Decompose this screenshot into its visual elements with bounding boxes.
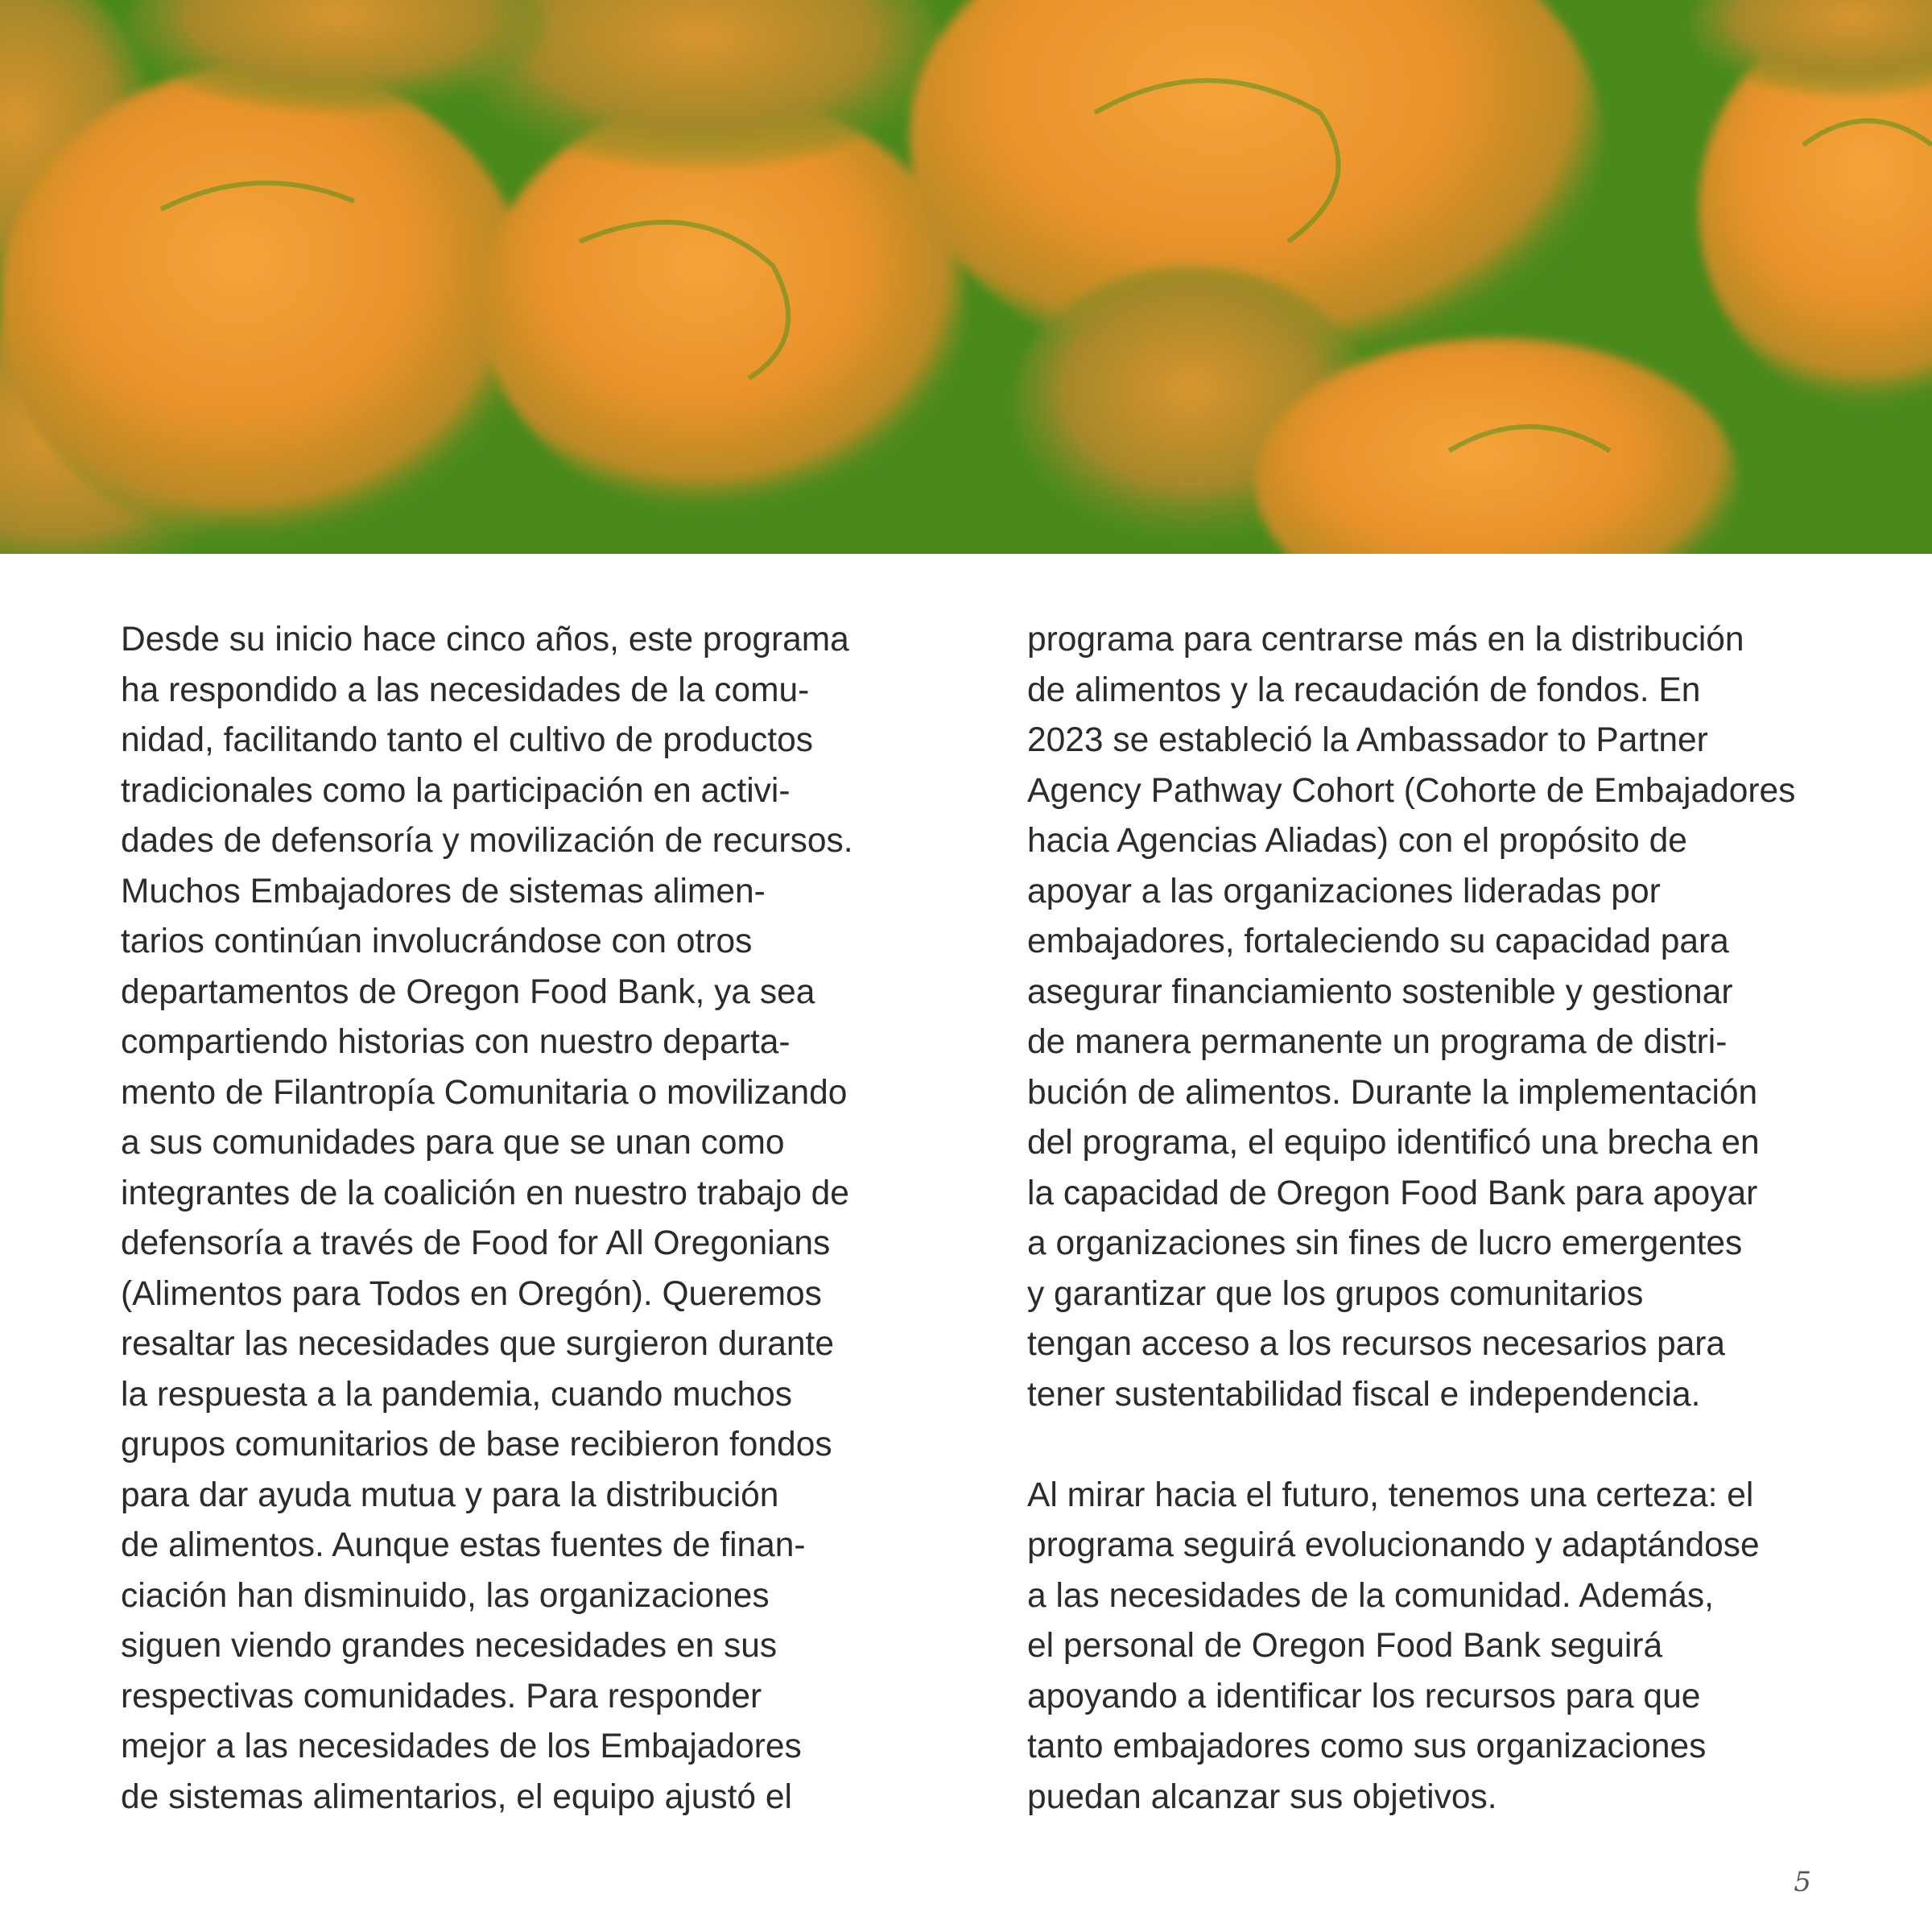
body-text-line: la capacidad de Oregon Food Bank para apoyar <box>1027 1174 1758 1212</box>
body-text-line: Agency Pathway Cohort (Cohorte de Embajadores <box>1027 771 1796 810</box>
body-text-line: Desde su inicio hace cinco años, este programa <box>121 621 849 658</box>
body-text-line: asegurar financiamiento sostenible y gestionar <box>1027 972 1733 1011</box>
body-text-line: puedan alcanzar sus objetivos. <box>1027 1777 1497 1816</box>
body-text-line: embajadores, fortaleciendo su capacidad para <box>1027 923 1729 960</box>
body-text-line: y garantizar que los grupos comunitarios <box>1027 1274 1644 1313</box>
right-text-column <box>1027 615 1832 1823</box>
hero-duotone-illustration <box>0 0 1932 554</box>
body-text-line: apoyar a las organizaciones lideradas por <box>1027 872 1661 910</box>
body-text-line: tarios continúan involucrándose con otros <box>121 923 753 960</box>
body-text-line: programa para centrarse más en la distribución <box>1027 621 1744 658</box>
paragraph-gap <box>1027 1420 1832 1471</box>
body-text-line: respectivas comunidades. Para responder <box>121 1677 762 1715</box>
body-text-line: a las necesidades de la comunidad. Además, <box>1027 1576 1714 1615</box>
body-text-line: departamentos de Oregon Food Bank, ya sea <box>121 972 815 1011</box>
body-text-line: nidad, facilitando tanto el cultivo de productos <box>121 721 814 759</box>
body-text-line: tener sustentabilidad fiscal e independencia. <box>1027 1375 1701 1414</box>
body-text-line: de alimentos. Aunque estas fuentes de finan- <box>121 1526 806 1564</box>
body-text-line: dades de defensoría y movilización de recursos. <box>121 822 853 860</box>
body-text-line: tanto embajadores como sus organizaciones <box>1027 1728 1707 1765</box>
body-text-line: hacia Agencias Aliadas) con el propósito de <box>1027 822 1687 860</box>
body-text-line: integrantes de la coalición en nuestro trabajo de <box>121 1174 849 1212</box>
body-text-line: el personal de Oregon Food Bank seguirá <box>1027 1627 1663 1665</box>
body-text-line: tradicionales como la participación en activi- <box>121 771 791 810</box>
body-text-line: a organizaciones sin fines de lucro emergentes <box>1027 1224 1743 1262</box>
left-text-column <box>121 615 926 1823</box>
body-text-line: mento de Filantropía Comunitaria o movilizando <box>121 1073 848 1112</box>
body-text-line: para dar ayuda mutua y para la distribución <box>121 1476 779 1514</box>
body-text-line: ha respondido a las necesidades de la comu- <box>121 671 810 709</box>
body-text-line: defensoría a través de Food for All Oregonians <box>121 1224 831 1262</box>
body-text-line: bución de alimentos. Durante la implementación <box>1027 1073 1758 1112</box>
body-text-line: tengan acceso a los recursos necesarios para <box>1027 1325 1726 1363</box>
hero-image-brussels-sprouts <box>0 0 1932 554</box>
body-text-line: de alimentos y la recaudación de fondos. En <box>1027 671 1701 709</box>
body-text-line: ciación han disminuido, las organizaciones <box>121 1576 770 1615</box>
body-text-line: Muchos Embajadores de sistemas alimen- <box>121 872 766 910</box>
body-text-line: de sistemas alimentarios, el equipo ajustó el <box>121 1777 792 1816</box>
body-text-line: de manera permanente un programa de distri- <box>1027 1023 1728 1061</box>
body-text-line: 2023 se estableció la Ambassador to Partner <box>1027 721 1708 759</box>
page-number: 5 <box>1794 1866 1811 1898</box>
body-text-line: programa seguirá evolucionando y adaptándose <box>1027 1526 1760 1564</box>
body-text-line: del programa, el equipo identificó una brecha en <box>1027 1124 1760 1162</box>
body-text-line: apoyando a identificar los recursos para que <box>1027 1677 1701 1715</box>
body-text-line: mejor a las necesidades de los Embajadores <box>121 1728 802 1765</box>
body-text-line: compartiendo historias con nuestro departa- <box>121 1023 791 1061</box>
body-text-line: a sus comunidades para que se unan como <box>121 1124 785 1162</box>
body-text-line: grupos comunitarios de base recibieron fondos <box>121 1426 832 1463</box>
body-text-line: resaltar las necesidades que surgieron durante <box>121 1325 834 1363</box>
body-text-line: la respuesta a la pandemia, cuando muchos <box>121 1375 793 1414</box>
body-text-line: Al mirar hacia el futuro, tenemos una certeza: el <box>1027 1476 1754 1514</box>
body-text-line: siguen viendo grandes necesidades en sus <box>121 1627 778 1665</box>
body-text-line: (Alimentos para Todos en Oregón). Queremos <box>121 1274 822 1313</box>
